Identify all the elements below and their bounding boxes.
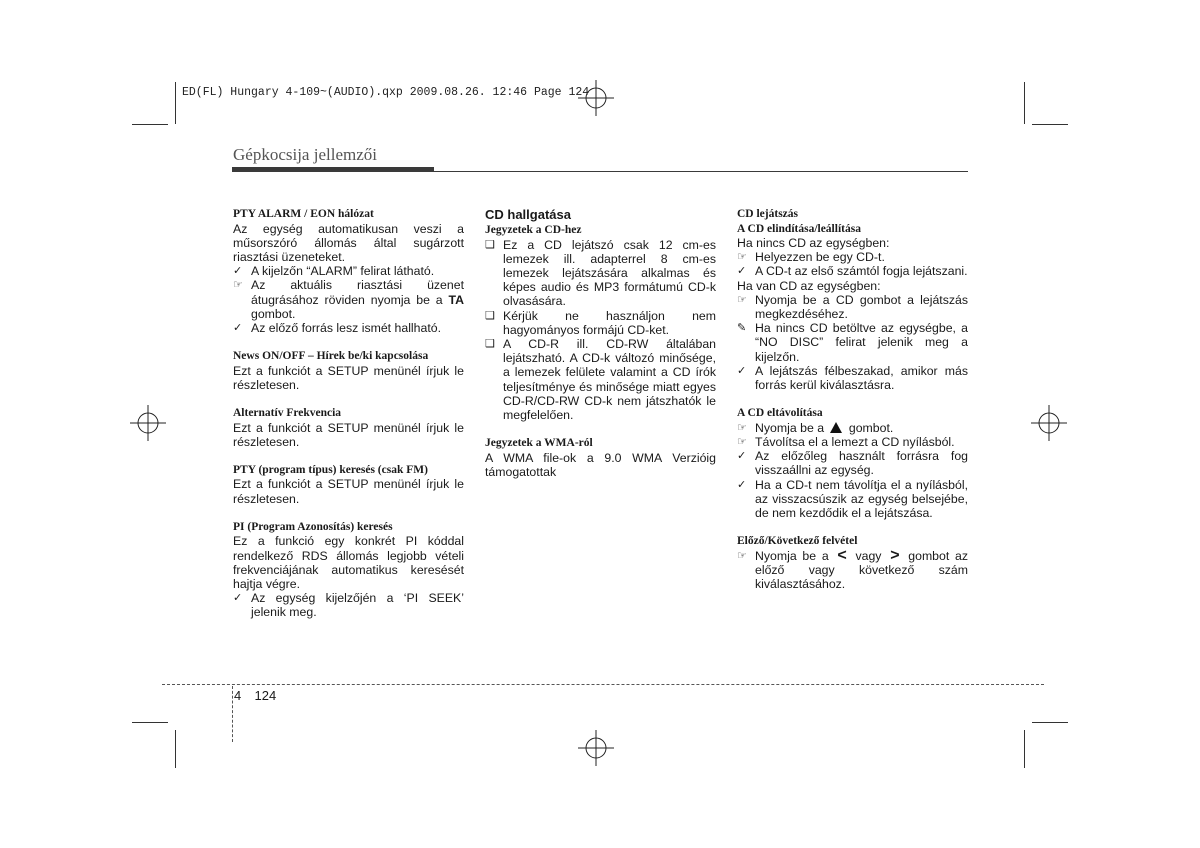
af-heading: Alternatív Frekvencia	[233, 407, 342, 420]
wma-heading: Jegyzetek a WMA-ról	[485, 437, 593, 450]
list-item	[233, 278, 464, 321]
wma-text: A WMA file-ok a 9.0 WMA Verzióig támogatottak	[485, 450, 716, 479]
registration-mark-right-icon	[1029, 403, 1069, 443]
play-bullet-2: A lejátszás félbeszakad, amikor más forrás kerül kiválasztásra.	[755, 363, 968, 393]
check-icon: ✓	[233, 592, 243, 605]
play-note-1: Ha nincs CD betöltve az egységbe, a “NO DISC” felirat jelenik meg a kijelzőn.	[755, 321, 968, 364]
list-item	[485, 238, 716, 309]
check-icon: ✓	[737, 478, 747, 491]
registration-mark-left-icon	[128, 403, 168, 443]
play-step-2: Nyomja be a CD gombot a lejátszás megkezdéséhez.	[755, 292, 968, 322]
cd-note-2: Kérjük ne használjon nem hagyományos formájú CD-ket.	[503, 308, 716, 337]
checkbox-bullet-icon: ❑	[485, 309, 495, 322]
pointing-hand-icon: ☞	[737, 293, 747, 306]
list-item	[233, 321, 464, 335]
chevron-right-icon: >	[890, 546, 900, 564]
pi-text: Ez a funkció egy konkrét PI kóddal rendelkező RDS állomás legjobb vételi frekvenciájának automatikus keresését hajtja végre.	[233, 534, 464, 591]
cd-note-3: A CD-R ill. CD-RW általában lejátszható. A CD-k változó minősége, a lemezek felülete valamint a CD írók teljesítménye és minősége miatt egyes CD-R/CD-RW CD-k nem játszhatók le megfelelően.	[503, 336, 716, 422]
crop-mark	[175, 82, 176, 124]
registration-mark-top-icon	[576, 78, 616, 118]
eject-step-2: Távolítsa el a lemezt a CD nyílásból.	[755, 434, 955, 449]
print-meta-line: ED(FL) Hungary 4-109~(AUDIO).qxp 2009.08.26. 12:46 Page 124	[182, 86, 590, 99]
list-item	[737, 421, 968, 435]
check-icon: ✓	[737, 265, 747, 278]
check-icon: ✓	[233, 265, 243, 278]
registration-mark-bottom-icon	[576, 728, 616, 768]
list-item	[737, 321, 968, 364]
column-middle	[485, 207, 716, 479]
af-text: Ezt a funkciót a SETUP menünél írjuk le részletesen.	[233, 420, 464, 449]
chevron-left-icon: <	[837, 546, 847, 564]
eject-step-1: Nyomja be a gombot.	[755, 420, 894, 435]
pty-text: Ezt a funkciót a SETUP menünél írjuk le részletesen.	[233, 477, 464, 506]
header-rule	[232, 171, 968, 172]
has-cd-label: Ha van CD az egységben:	[737, 278, 881, 293]
list-item	[233, 591, 464, 619]
check-icon: ✓	[233, 321, 243, 334]
track-step: Nyomja be a < vagy > gombot az előző vagy következő szám kiválasztásához.	[755, 546, 968, 592]
cd-section-title: CD hallgatása	[485, 207, 571, 222]
no-cd-label: Ha nincs CD az egységben:	[737, 236, 890, 250]
crop-mark	[175, 730, 176, 768]
list-item	[737, 546, 968, 592]
pty-heading: PTY (program típus) keresés (csak FM)	[233, 463, 428, 476]
pty-alarm-step-1: Az aktuális riasztási üzenet átugrásához röviden nyomja be a TA gombot.	[251, 278, 464, 321]
pty-alarm-bullet-1: A kijelzőn “ALARM” felirat látható.	[251, 264, 435, 279]
list-item	[233, 264, 464, 278]
pointing-hand-icon: ☞	[737, 549, 747, 562]
news-heading: News ON/OFF – Hírek be/ki kapcsolása	[233, 350, 429, 363]
pi-heading: PI (Program Azonosítás) keresés	[233, 520, 393, 533]
section-title: Gépkocsija jellemzői	[233, 145, 377, 164]
list-item	[737, 293, 968, 321]
list-item	[737, 250, 968, 264]
play-bullet-1: A CD-t az első számtól fogja lejátszani.	[755, 264, 968, 279]
pencil-icon: ✎	[737, 322, 747, 335]
list-item	[737, 478, 968, 521]
crop-mark	[1032, 722, 1068, 723]
checkbox-bullet-icon: ❑	[485, 238, 495, 251]
pty-alarm-heading: PTY ALARM / EON hálózat	[233, 208, 374, 220]
checkbox-bullet-icon: ❑	[485, 337, 495, 350]
crop-mark	[132, 722, 168, 723]
news-text: Ezt a funkciót a SETUP menünél írjuk le részletesen.	[233, 363, 464, 392]
pty-alarm-bullet-2: Az előző forrás lesz ismét hallható.	[251, 320, 442, 335]
cd-notes-heading: Jegyzetek a CD-hez	[485, 224, 582, 236]
footer-rule	[162, 684, 1044, 685]
list-item	[737, 449, 968, 477]
crop-mark	[1032, 124, 1068, 125]
crop-mark	[1024, 730, 1025, 768]
eject-triangle-icon	[830, 422, 842, 433]
page-section: 4	[234, 688, 242, 703]
list-item	[737, 364, 968, 392]
check-icon: ✓	[737, 364, 747, 377]
cd-note-1: Ez a CD lejátszó csak 12 cm-es lemezek ill. adapterrel 8 cm-es lemezek lejátszására alkalmas és képes audio és MP3 formátumú CD-k olvasására.	[503, 237, 716, 309]
pty-alarm-text: Az egység automatikusan veszi a műsorszóró állomás által sugárzott riasztási üzeneteket.	[233, 221, 464, 264]
pointing-hand-icon: ☞	[233, 279, 243, 292]
list-item	[485, 337, 716, 422]
pointing-hand-icon: ☞	[737, 435, 747, 448]
page-number-separator	[232, 686, 233, 742]
crop-mark	[132, 124, 168, 125]
cd-start-stop-heading: A CD elindítása/leállítása	[737, 222, 861, 235]
eject-bullet-2: Ha a CD-t nem távolítja el a nyílásból, az visszacsúszik az egység belsejébe, de nem kezdődik el a lejátszása.	[755, 477, 968, 520]
list-item	[737, 264, 968, 278]
play-step-1: Helyezzen be egy CD-t.	[755, 250, 885, 265]
track-heading: Előző/Következő felvétel	[737, 535, 858, 548]
pointing-hand-icon: ☞	[737, 421, 747, 434]
eject-bullet-1: Az előzőleg használt forrásra fog visszaállni az egység.	[755, 449, 968, 478]
cd-play-heading: CD lejátszás	[737, 208, 798, 220]
pi-bullet-1: Az egység kijelzőjén a ‘PI SEEK’ jelenik meg.	[251, 591, 464, 620]
eject-heading: A CD eltávolítása	[737, 407, 823, 420]
page-number-value: 124	[254, 688, 277, 703]
list-item	[737, 435, 968, 449]
column-right	[737, 207, 968, 591]
list-item	[485, 309, 716, 337]
crop-mark	[1024, 82, 1025, 124]
column-left	[233, 207, 464, 620]
pointing-hand-icon: ☞	[737, 251, 747, 264]
page-number	[234, 688, 276, 703]
check-icon: ✓	[737, 450, 747, 463]
